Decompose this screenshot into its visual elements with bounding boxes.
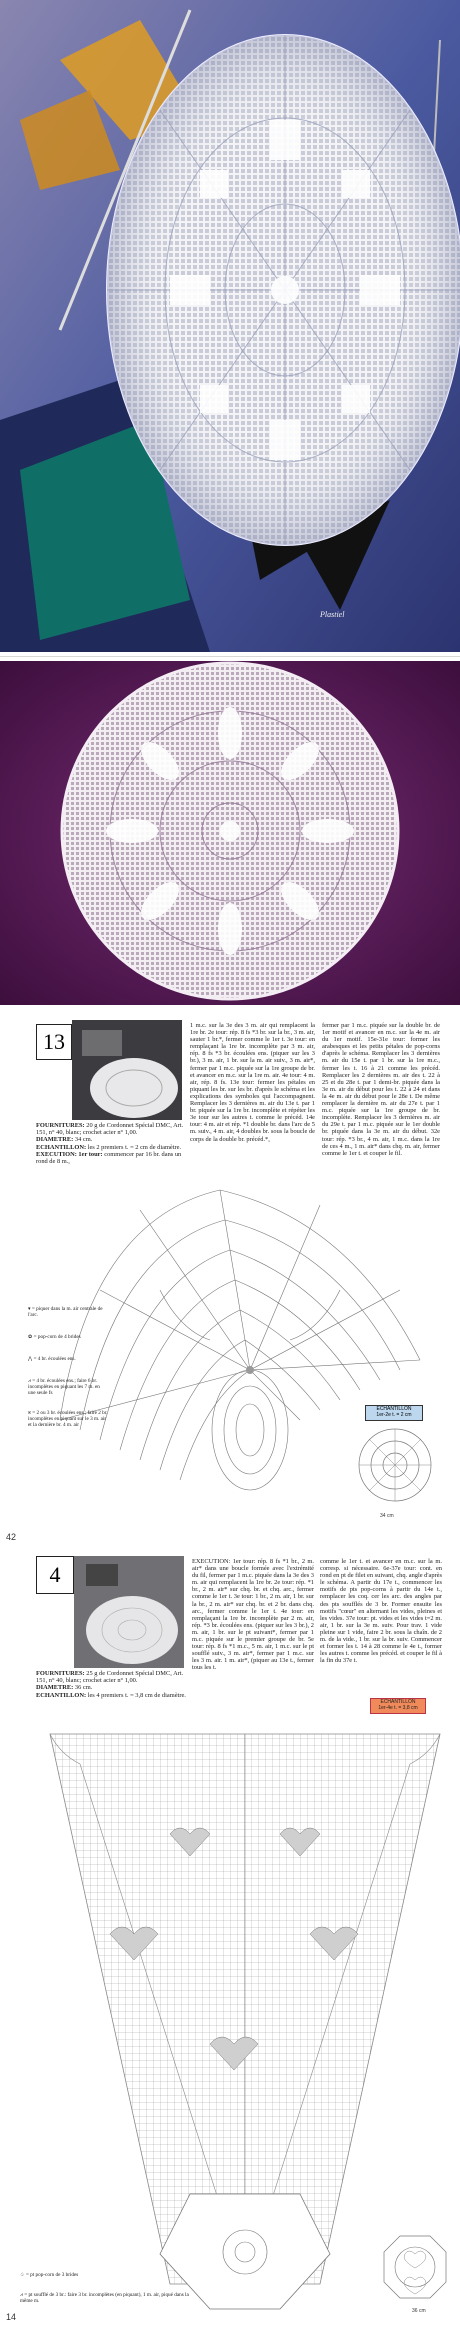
pattern-page-42 [0,1010,460,1548]
doily-photo-1 [0,0,460,652]
supplies-block [36,1122,186,1165]
puff-stitch-symbol-icon: ⩘ [20,2292,23,2298]
legend-item-3: ⋀ = 4 br. écoulées ens. [28,1356,76,1362]
echantillon-mini-chart [355,1425,435,1505]
echantillon-label-box [370,1698,426,1714]
diameter-label: 34 cm [380,1513,394,1519]
legend-item-5: ⩙ = 2 ou 3 br. écoulées ens.; faire 2 br. incomplètes en piquant sur le 3 m. air et la dernière br. 4 m. air [28,1410,108,1428]
supplies-line-1: FOURNITURES: 25 g de Cordonnet Spécial DMC, Art. 151, n° 40, blanc; crochet acier n° 1,00. [36,1670,184,1685]
crochet-chart-4 [20,1724,450,2314]
legend-item-4: ⩘ = 4 br. écoulées ens.; faire 6 br. incomplètes en piquant les 7 m. en une seule fs [28,1378,100,1396]
cluster-symbol-icon: ⋀ [28,1356,33,1362]
photo-signature: Plastiel [320,610,345,619]
double-cluster-symbol-icon: ⩙ [28,1410,31,1416]
instructions-column-2: comme le 1er t. et avancer en m.c. sur la m. corresp. si nécessaire. 6e-37e tour: cont. en rond en pt de filet en suivant, chq. angle d'après le schéma. A partir du 17e t., commencer les motifs de pts pop-corns à partir du 14e t., remplacer les coq. cer les arc. des angles par des pts soufflés de 3 br. Former ensuite les motifs "cœur" en alternant les vides, pleines et les vides. 37e tour: pt. vides et les vides t=2 m. air, 1 br. sur la 3e m. suiv. Pour trav. 1 vide pleine sur 1 vide, faire 2 br. sous la chaîn. de 2 m. de la vide., 1 br. sur la br. suiv. Commencer et former les t. 14 à 28 comme le 4e t., former les autres t. comme les précéd. et couper le fil à la fin du 37e t. [320,1558,442,1665]
symbol-legend [28,1306,108,1428]
symbol-legend [20,2272,200,2304]
divider [0,656,460,657]
legend-item-2: ✿ = pop-corn de 4 brides [28,1334,81,1340]
supplies-line-1: FOURNITURES: 20 g de Cordonnet Spécial DMC, Art. 151, n° 40, blanc; crochet acier n° 1,00. [36,1122,184,1137]
supplies-line-3: ECHANTILLON: les 4 premiers t. = 3,8 cm de diamètre. [36,1691,186,1699]
legend-item-1: ♤ = pt pop-corn de 3 brides [20,2272,79,2278]
pattern-number-badge: 13 [36,1024,72,1060]
supplies-line-2: DIAMETRE: 34 cm. [36,1136,93,1144]
arrow-symbol-icon: ▾ [28,1306,31,1312]
supplies-line-4: EXECUTION: 1er tour: commencer par 16 br. dans un rond de 8 m., [36,1150,182,1166]
supplies-line-2: DIAMETRE: 36 cm. [36,1684,93,1692]
diameter-label: 36 cm [412,2308,426,2314]
pattern-page-14 [0,1552,460,2328]
legend-item-2: ⩘ = pt soufflé de 3 br.: faire 3 br. incomplètes (en piquant), 1 m. air, piqué dans la même m. [20,2292,189,2304]
doily-photo-2-image [0,661,460,1005]
pattern-13-thumbnail [72,1020,182,1120]
popcorn-symbol-icon: ♤ [20,2272,25,2278]
supplies-block [36,1670,186,1699]
doily-photo-2 [0,661,460,1005]
echantillon-label-box [365,1405,423,1421]
echantillon-sub: 1er-2e t. = 2 cm [376,1412,412,1418]
legend-item-1: ▾ = piquer dans la m. air centrale de l'arc. [28,1306,103,1318]
instructions-column-1: 1 m.c. sur la 3e des 3 m. air qui remplacent la 1re br. 2e tour: rép. 8 fs *3 br. sur la br., 3 m. air, sauter 1 br.*, fermer comme le 1er t. 3e tour: en remplaçant la 1re br. incomplète par 3 m. air, rép. 8 fs *3 br. écoulées ens. (piquer sur les 3 br.), 3 m. air, 1 br. sur la m. air suiv., 3 m. air*, fermer par 1 m.c. piquée sur la 1re groupe de br. et avancer en m.c. sur la 1re m. air. 4e tour: 4 m. air, rép. 8 fs. 13e tour: fermer les pétales en piquant les br. sur les br. d'après le schéma et les explications des symboles qui l'accompagnent. Remplacer les 3 dernières m. air du 13e t. par 1 br. piquée sur la 1re br. incomplète et répéter les 3e tour sur les autres t. comme le précéd. 14e tour: 4 m. air et rép. *1 double br. dans l'arc de 5 m. suiv., 4 m. air, 4 doubles br. sous la boucle de corps de la double br. précéd.*, [190,1022,315,1143]
echantillon-label: ECHANTILLON [376,1406,412,1412]
cluster-fan-symbol-icon: ⩘ [28,1378,31,1384]
echantillon-label: ECHANTILLON [380,1699,416,1705]
instructions-column-1: EXECUTION: 1er tour: rép. 8 fs *1 br., 2 m. air* dans une boucle formée avec l'extrémité du fil, fermer par 1 m.c. piquée dans la 3e des 3 m. air qui remplacent la 1re br. 2e tour: rép. *1 br., 2 m. air* sur chq. br. et chq. arc., fermer comme le 1er t. 3e tour: 1 br., 2 m. air, 1 br. sur la br., 2 m. air* sur chq. br. et 2 br. dans chq. arc., fermer comme le 1er t. 4e tour: en remplaçant la 1re br. incomplète par 2 m. air, rép. *3 br. écoulées ens. (piquer sur les 3 br.), 2 m. air, 1 br. sur le pt suivant*, fermer par 1 m.c. piquée sur le premier groupe de br. 5e tour: rép. 8 fs *1 m.c., 5 m. air, 1 m.c. sur le pt soufflé suiv., 3 m. air*, fermer par 1 m.c. sur les 3 m. air. 1 m. air*, (piquer au 13e t., fermer tous les t. [192,1558,314,1672]
pattern-number-badge: 4 [36,1556,74,1594]
page-number: 14 [6,2312,17,2322]
popcorn-symbol-icon: ✿ [28,1334,33,1340]
echantillon-mini-chart [380,2232,450,2302]
pattern-4-thumbnail [74,1556,184,1668]
doily-photo-1-image [0,0,460,652]
page-number: 42 [6,1532,17,1542]
echantillon-sub: 1er-4e t. = 3,8 cm [378,1705,418,1711]
instructions-column-2: fermer par 1 m.c. piquée sur la double br. de 1er motif et avancer en m.c. sur la 4e m. air du 1er motif. 15e-31e tour: former les arabesques et les petits pétales de pop-corns d'après le schéma. Remplacer les 3 dernières m. air du 15e t. par 1 br. sur la 1re m.c., fermer les t. 16 à 21 comme les précéd. Remplacer les 2 dernières m. air des t. 22 à 25 et du 28e t. par 1 demi-br. piquée dans la 3e m. air du début pour les t. 22 à 24 et dans la 4e m. air du début pour le 28e t. De même remplacer la dernière m. air du 27e t. par 1 m.c. piquée sur la 1re groupe de br. incomplète. Remplacer les 3 dernières m. air du 29e t. par 1 m.c. piquée sur le 1er double br. piquée dans la 3e m. air du début. 32e tour: rép. *3 br., 4 m. air, 1 m.c. dans la 1re de ces 4 m., 1 m. air* dans chq. m. air, fermer comme le 1er t. et couper le fil. [322,1022,440,1157]
supplies-line-3: ECHANTILLON: les 2 premiers t. = 2 cm de diamètre. [36,1143,182,1151]
